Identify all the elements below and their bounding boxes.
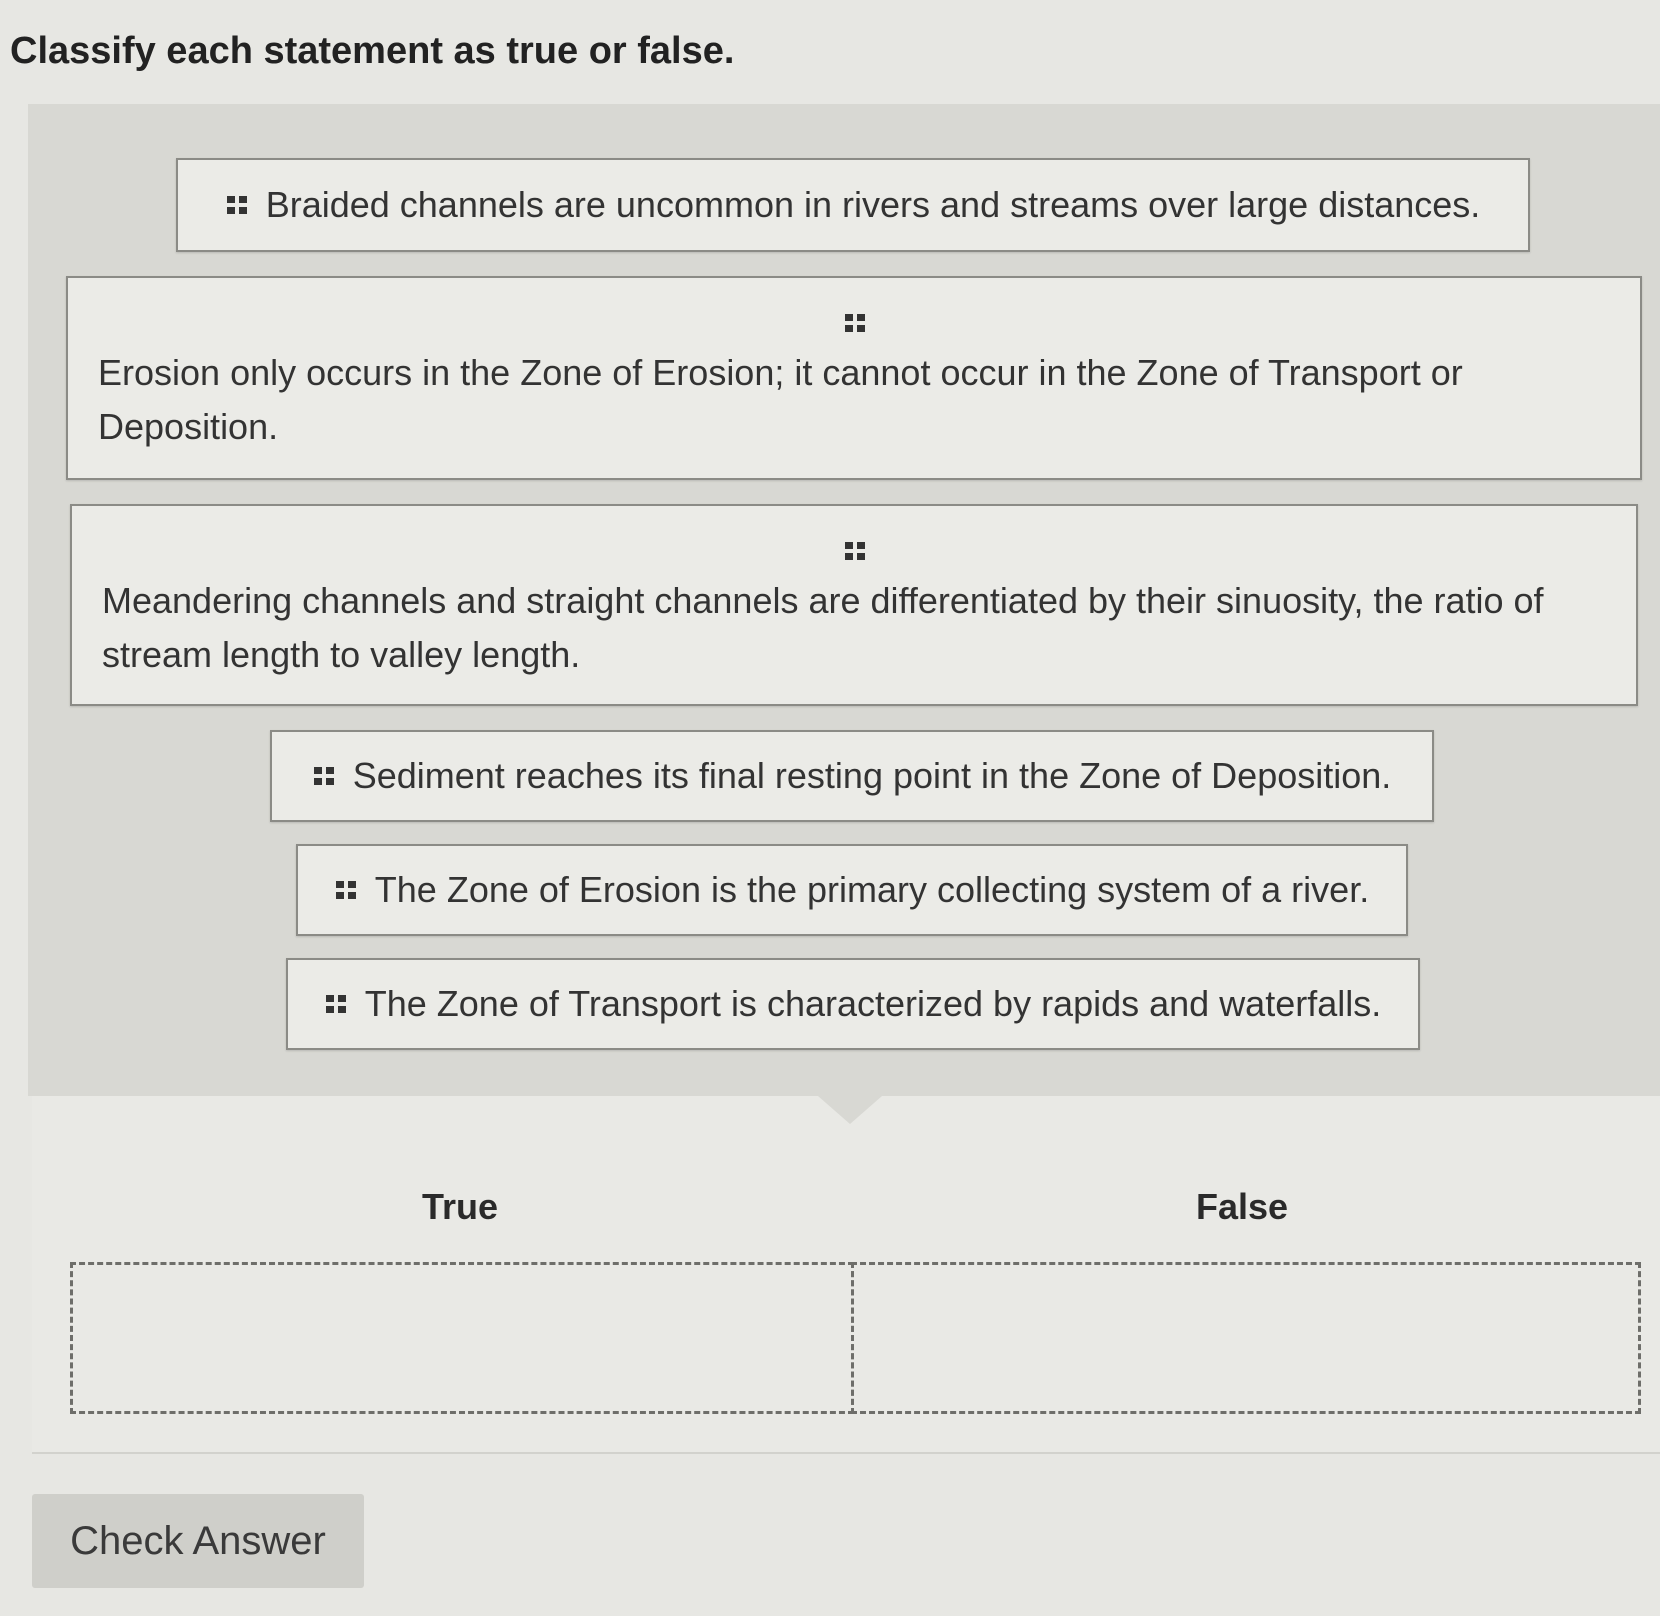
statement-card-meandering[interactable] <box>70 504 1638 706</box>
statement-card-erosion-zone[interactable] <box>66 276 1642 480</box>
statement-text: Meandering channels and straight channels are differentiated by their sinuosity, the ratio of stream length to valley length. <box>102 580 1544 675</box>
statement-card-braided[interactable] <box>176 158 1530 252</box>
drag-handle-icon <box>844 540 866 562</box>
statement-text: Braided channels are uncommon in rivers and streams over large distances. <box>265 184 1481 225</box>
drag-handle-icon <box>325 993 347 1015</box>
drag-handle-icon <box>226 194 248 216</box>
check-answer-button[interactable]: Check Answer <box>32 1494 364 1588</box>
true-drop-zone[interactable] <box>70 1262 854 1414</box>
true-column-heading: True <box>421 1186 499 1227</box>
statement-text: The Zone of Transport is characterized by rapids and waterfalls. <box>364 983 1382 1024</box>
statement-card-sediment[interactable] <box>270 730 1434 822</box>
bank-pointer-arrow <box>818 1096 882 1124</box>
false-column-heading: False <box>1195 1186 1289 1227</box>
false-drop-zone[interactable] <box>851 1262 1641 1414</box>
drag-handle-icon <box>313 765 335 787</box>
statement-text: The Zone of Erosion is the primary collecting system of a river. <box>374 869 1370 910</box>
statement-card-transport[interactable] <box>286 958 1420 1050</box>
statement-text: Erosion only occurs in the Zone of Erosion; it cannot occur in the Zone of Transport or Deposition. <box>98 352 1463 447</box>
drag-handle-icon <box>844 312 866 334</box>
question-prompt: Classify each statement as true or false. <box>10 30 735 72</box>
drag-handle-icon <box>335 879 357 901</box>
statement-card-collecting[interactable] <box>296 844 1408 936</box>
statement-text: Sediment reaches its final resting point in the Zone of Deposition. <box>352 755 1392 796</box>
